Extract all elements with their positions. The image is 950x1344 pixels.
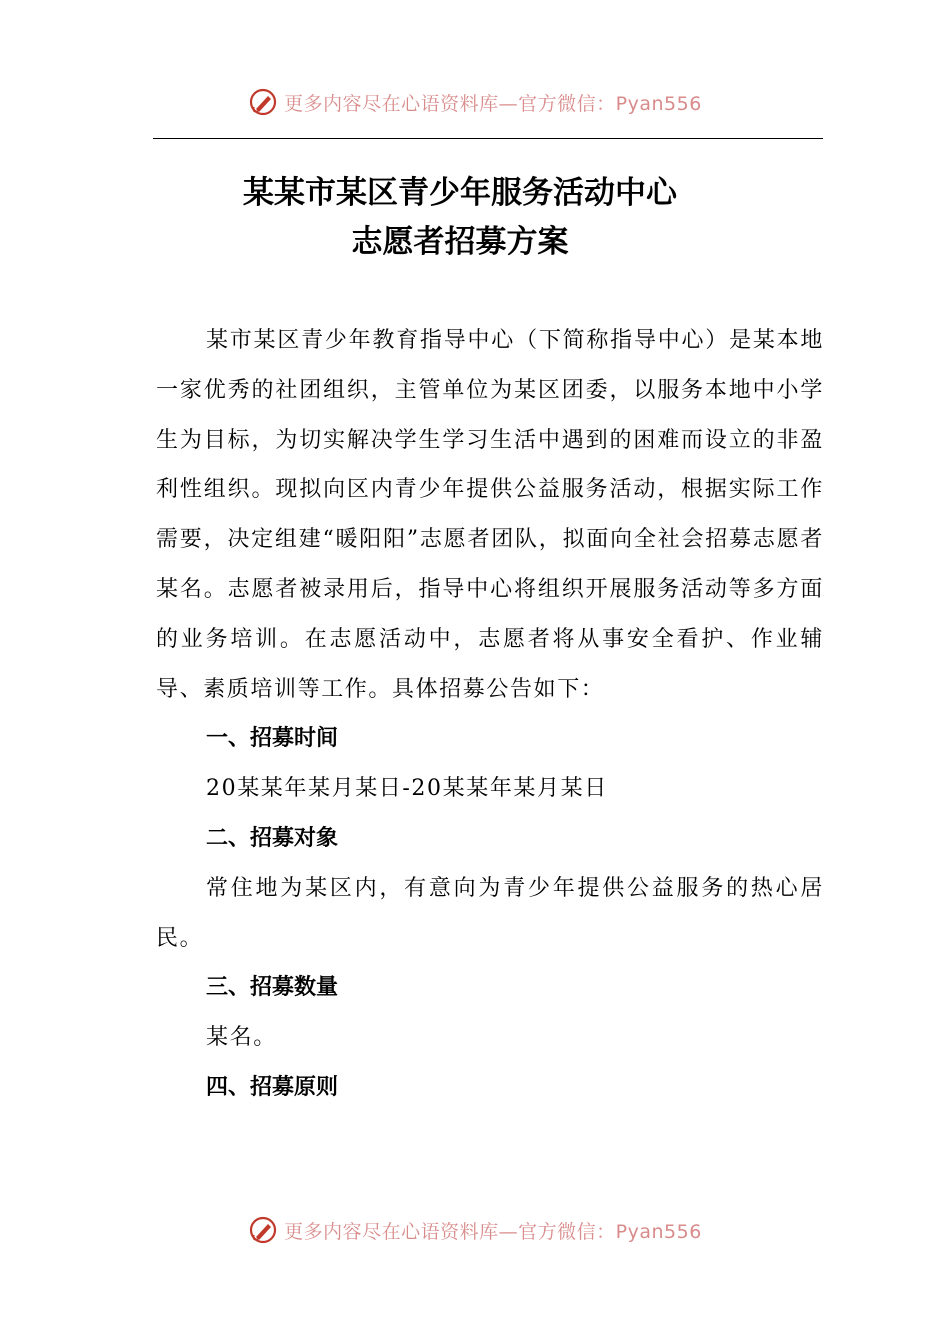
section-heading: 二、招募对象 [206, 825, 339, 851]
header-rule [153, 138, 823, 139]
document-body [156, 316, 824, 1113]
section-content: 常住地为某区内，有意向为青少年提供公益服务的热心居民。 [156, 875, 824, 951]
footer-watermark [0, 1210, 950, 1250]
wechat-id: Pyan556 [615, 1220, 702, 1243]
document-title-line1: 某某市某区青少年服务活动中心 [243, 175, 677, 211]
section-heading: 一、招募时间 [206, 726, 339, 752]
pen-logo-icon [248, 1215, 278, 1245]
intro-paragraph: 某市某区青少年教育指导中心（下简称指导中心）是某本地一家优秀的社团组织，主管单位为某区团委，以服务本地中小学生为目标，为切实解决学生学习生活中遇到的困难而设立的非盈利性组织。现拟向区内青少年提供公益服务活动，根据实际工作需要，决定组建“暖阳阳”志愿者团队，拟面向全社会招募志愿者某名。志愿者被录用后，指导中心将组织开展服务活动等多方面的业务培训。在志愿活动中，志愿者将从事安全看护、作业辅导、素质培训等工作。具体招募公告如下： [156, 328, 824, 702]
header-watermark [0, 82, 950, 122]
section-heading: 三、招募数量 [206, 975, 339, 1001]
watermark-text: 更多内容尽在心语资料库—官方微信：Pyan556 [284, 1220, 702, 1243]
section-content: 某名。 [206, 1025, 277, 1051]
section-content: 20某某年某月某日-20某某年某月某日 [206, 776, 608, 802]
pen-logo-icon [248, 87, 278, 117]
watermark-text: 更多内容尽在心语资料库—官方微信：Pyan556 [284, 92, 702, 115]
section-heading: 四、招募原则 [206, 1074, 339, 1100]
document-title-line2: 志愿者招募方案 [351, 224, 569, 260]
wechat-id: Pyan556 [615, 92, 702, 115]
